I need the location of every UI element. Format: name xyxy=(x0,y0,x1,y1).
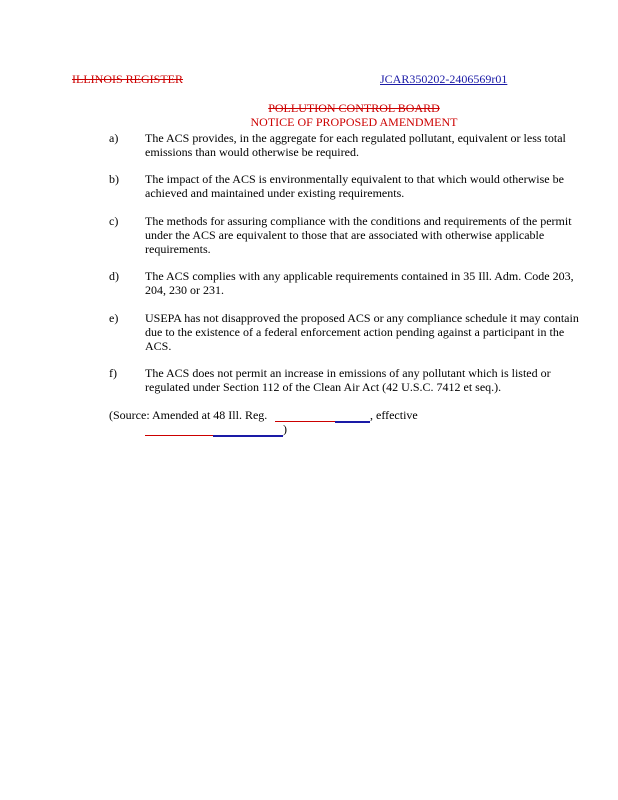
header-register: ILLINOIS REGISTER xyxy=(72,72,183,86)
list-item-label: b) xyxy=(109,172,119,186)
list-item-label: c) xyxy=(109,214,119,228)
source-close: ) xyxy=(283,422,287,436)
list-item-label: d) xyxy=(109,269,119,283)
title-board xyxy=(109,101,599,115)
list-item-text: The methods for assuring compliance with the conditions and requirements of the permit under the ACS are equivalent to those that are associated with otherwise applicable requirements. xyxy=(145,214,572,256)
header-jcar-code: JCAR350202-2406569r01 xyxy=(380,72,508,86)
list-item-text: The ACS complies with any applicable requirements contained in 35 Ill. Adm. Code 203, 204, 230 or 231. xyxy=(145,269,574,297)
source-effective: , effective xyxy=(370,408,418,422)
title-notice: NOTICE OF PROPOSED AMENDMENT xyxy=(250,115,458,129)
list-item-label: f) xyxy=(109,366,117,380)
list-item-text: The impact of the ACS is environmentally equivalent to that which would otherwise be achieved and maintained under existing requirements. xyxy=(145,172,564,200)
list-item-text: The ACS provides, in the aggregate for each regulated pollutant, equivalent or less total emissions than would otherwise be required. xyxy=(145,131,566,159)
source-blank-red-2 xyxy=(145,435,213,436)
source-blank-blue-1 xyxy=(335,421,370,423)
list-item-label: e) xyxy=(109,311,119,325)
source-prefix: (Source: Amended at 48 Ill. Reg. xyxy=(109,408,268,422)
title-board-text: POLLUTION CONTROL BOARD xyxy=(268,101,440,115)
list-item-label: a) xyxy=(109,131,119,145)
list-item-text: The ACS does not permit an increase in emissions of any pollutant which is listed or regulated under Section 112 of the Clean Air Act (42 U.S.C. 7412 et seq.). xyxy=(145,366,551,394)
source-blank-blue-2 xyxy=(213,435,283,437)
list-item-text: USEPA has not disapproved the proposed ACS or any compliance schedule it may contain due to the existence of a federal enforcement action pending against a participant in the ACS. xyxy=(145,311,579,353)
source-line xyxy=(109,408,267,422)
